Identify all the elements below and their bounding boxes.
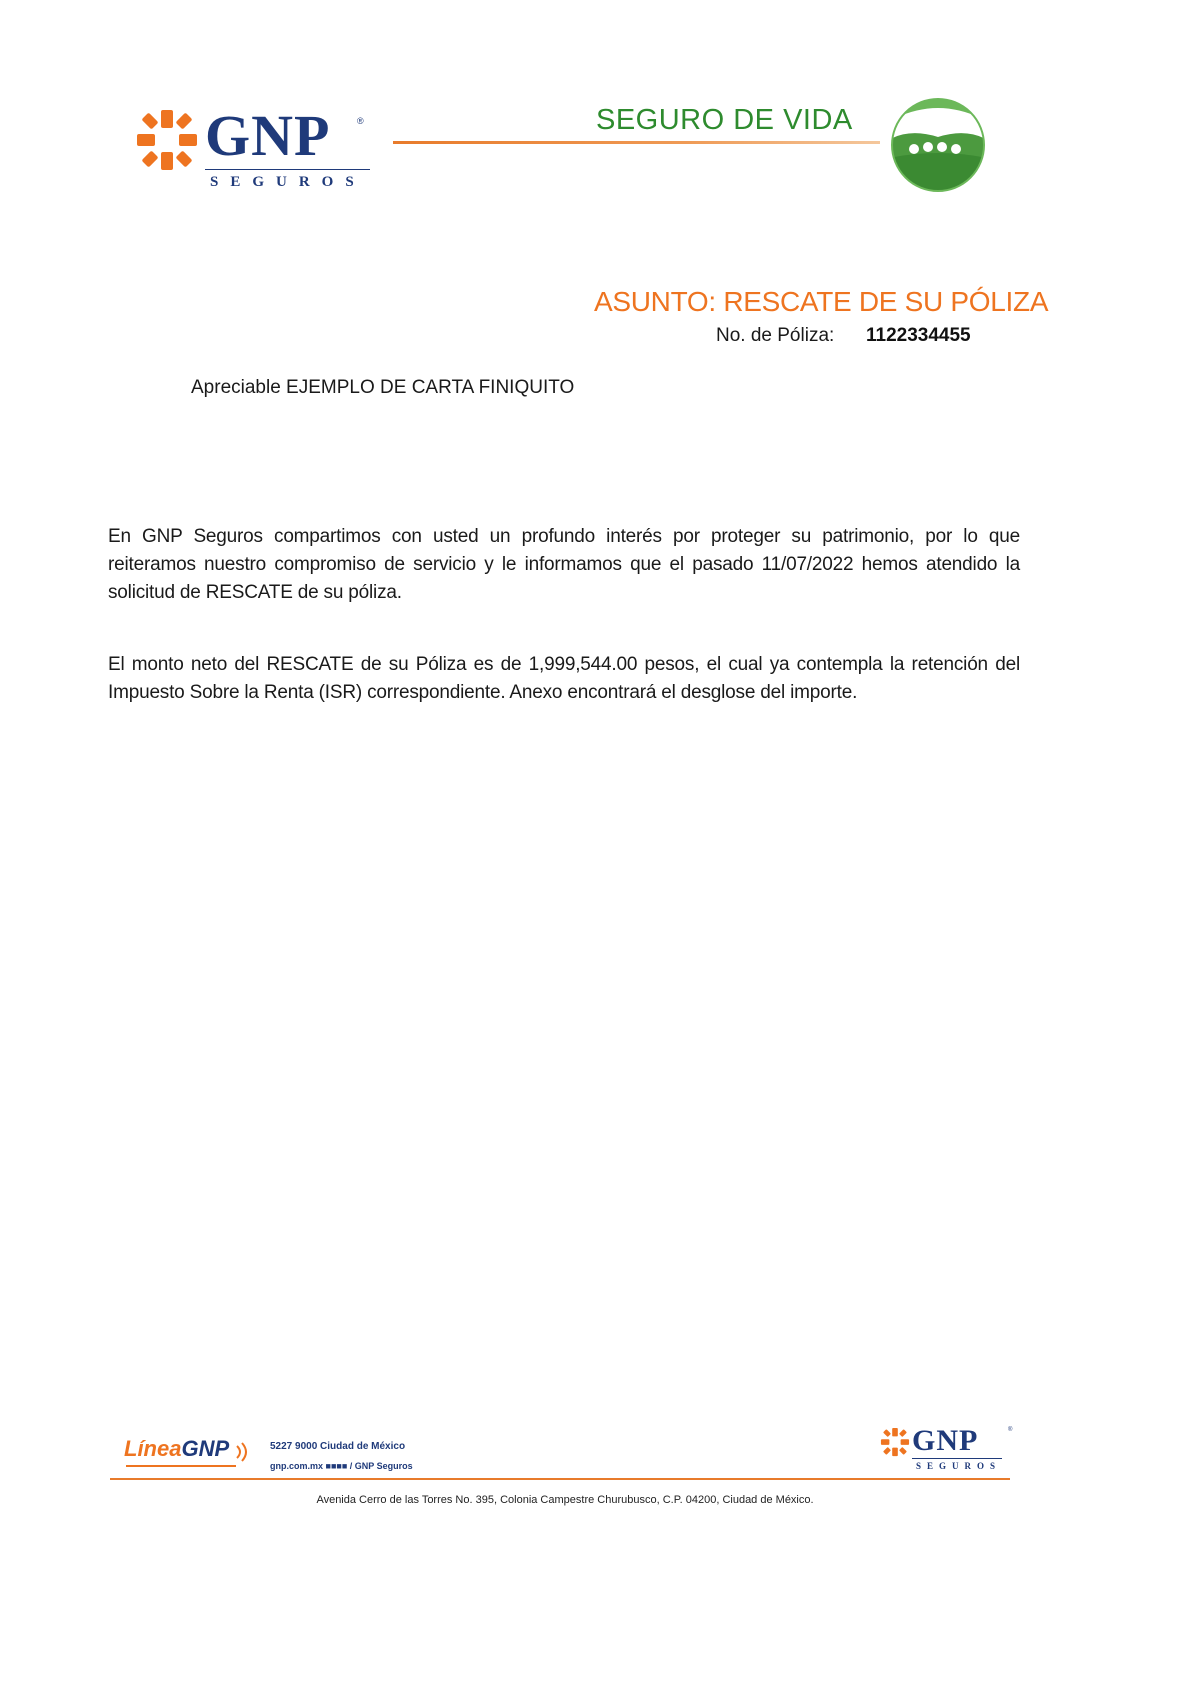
brand-divider <box>912 1458 1002 1459</box>
product-title: SEGURO DE VIDA <box>596 104 853 136</box>
linea-gnp-logo <box>124 1436 252 1463</box>
linea-text: Línea <box>124 1436 182 1461</box>
footer-web: gnp.com.mx ■■■■ / GNP Seguros <box>270 1461 413 1471</box>
policy-number-value: 1122334455 <box>866 325 971 346</box>
gnp-brand-text: GNP <box>205 103 331 168</box>
footer-rule <box>110 1478 1010 1480</box>
brand-divider <box>205 169 370 170</box>
subject-title: ASUNTO: RESCATE DE SU PÓLIZA <box>594 286 1049 317</box>
vida-emblem-icon <box>876 97 1000 193</box>
gnp-logo-footer <box>880 1424 1013 1475</box>
gnp-logo-header <box>135 103 375 196</box>
registered-mark: ® <box>1008 1427 1013 1433</box>
seguros-text: SEGUROS <box>916 1461 1002 1471</box>
registered-mark: ® <box>357 116 364 126</box>
letter-paragraph: En GNP Seguros compartimos con usted un profundo interés por proteger su patrimonio, por lo que reiteramos nuestro compromiso de servicio y le informamos que el pasado 11/07/2022 hemos atendido la solicitud de RESCATE de su póliza. <box>108 526 1020 603</box>
linea-underline <box>126 1465 236 1467</box>
header-rule <box>393 141 880 144</box>
seguros-text: SEGUROS <box>210 174 366 190</box>
footer-address: Avenida Cerro de las Torres No. 395, Colonia Campestre Churubusco, C.P. 04200, Ciudad de México. <box>316 1494 814 1506</box>
footer-phone: 5227 9000 Ciudad de México <box>270 1441 406 1452</box>
policy-number-label: No. de Póliza: <box>716 325 835 346</box>
gnp-flower-icon <box>880 1427 910 1457</box>
gnp-brand-text: GNP <box>912 1424 979 1457</box>
linea-gnp-text: GNP <box>181 1436 230 1461</box>
letter-paragraph: El monto neto del RESCATE de su Póliza es de 1,999,544.00 pesos, el cual ya contempla la retención del Impuesto Sobre la Renta (ISR) correspondiente. Anexo encontrará el desglose del importe. <box>108 654 1020 703</box>
salutation: Apreciable EJEMPLO DE CARTA FINIQUITO <box>191 377 575 398</box>
signal-waves-icon <box>234 1441 252 1463</box>
gnp-flower-icon <box>135 108 199 172</box>
